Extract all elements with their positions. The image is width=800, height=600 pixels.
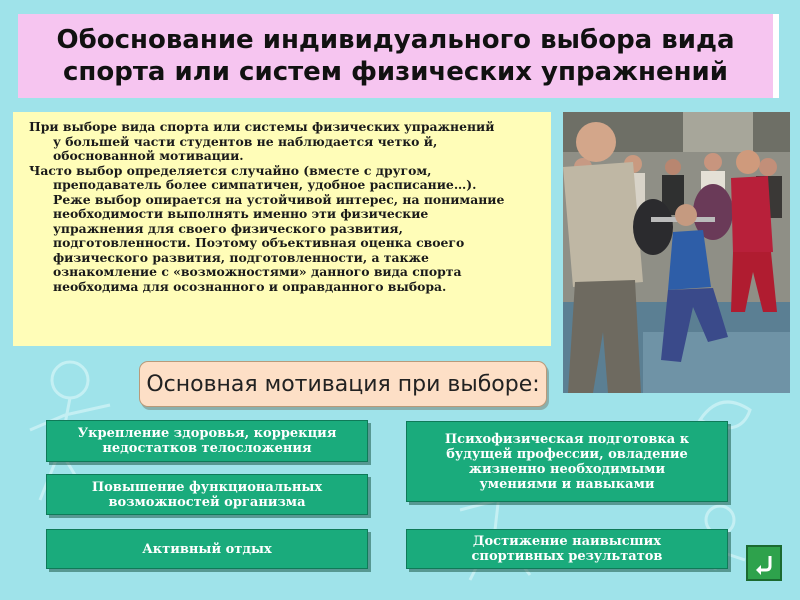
title-banner xyxy=(18,14,779,98)
motivation-active-rest: Активный отдых xyxy=(46,529,368,569)
motivation-professional: Психофизическая подготовка к будущей профессии, овладение жизненно необходимыми умениями и навыками xyxy=(406,421,728,502)
paragraph-1: При выборе вида спорта или системы физических упражнений у большей части студентов не наблюдается четко й, обоснованной мотивации. xyxy=(29,119,495,163)
intro-text-box xyxy=(13,112,551,346)
paragraph-2: Часто выбор определяется случайно (вместе с другом, преподаватель более симпатичен, удобное расписание…). Реже выбор опирается на устойчивой интерес, на понимание необходимости выполнять именно эти физические упражнения для своего физического развития, подготовленности. Поэтому объективная оценка своего физического развития, подготовленности, а также ознакомление с «возможностями» данного вида спорта необходима для осознанного и оправданного выбора. xyxy=(29,162,505,294)
return-arrow-icon xyxy=(752,551,776,575)
motivation-sport-results: Достижение наивысших спортивных результатов xyxy=(406,529,728,569)
motivation-heading-box xyxy=(139,361,547,407)
motivation-health: Укрепление здоровья, коррекция недостатков телосложения xyxy=(46,420,368,462)
slide-title: Обоснование индивидуального выбора вида спорта или систем физических упражнений xyxy=(56,25,735,87)
weightlifting-photo xyxy=(563,112,790,393)
return-button[interactable] xyxy=(746,545,782,581)
motivation-functional: Повышение функциональных возможностей организма xyxy=(46,474,368,515)
motivation-heading: Основная мотивация при выборе: xyxy=(146,371,540,397)
